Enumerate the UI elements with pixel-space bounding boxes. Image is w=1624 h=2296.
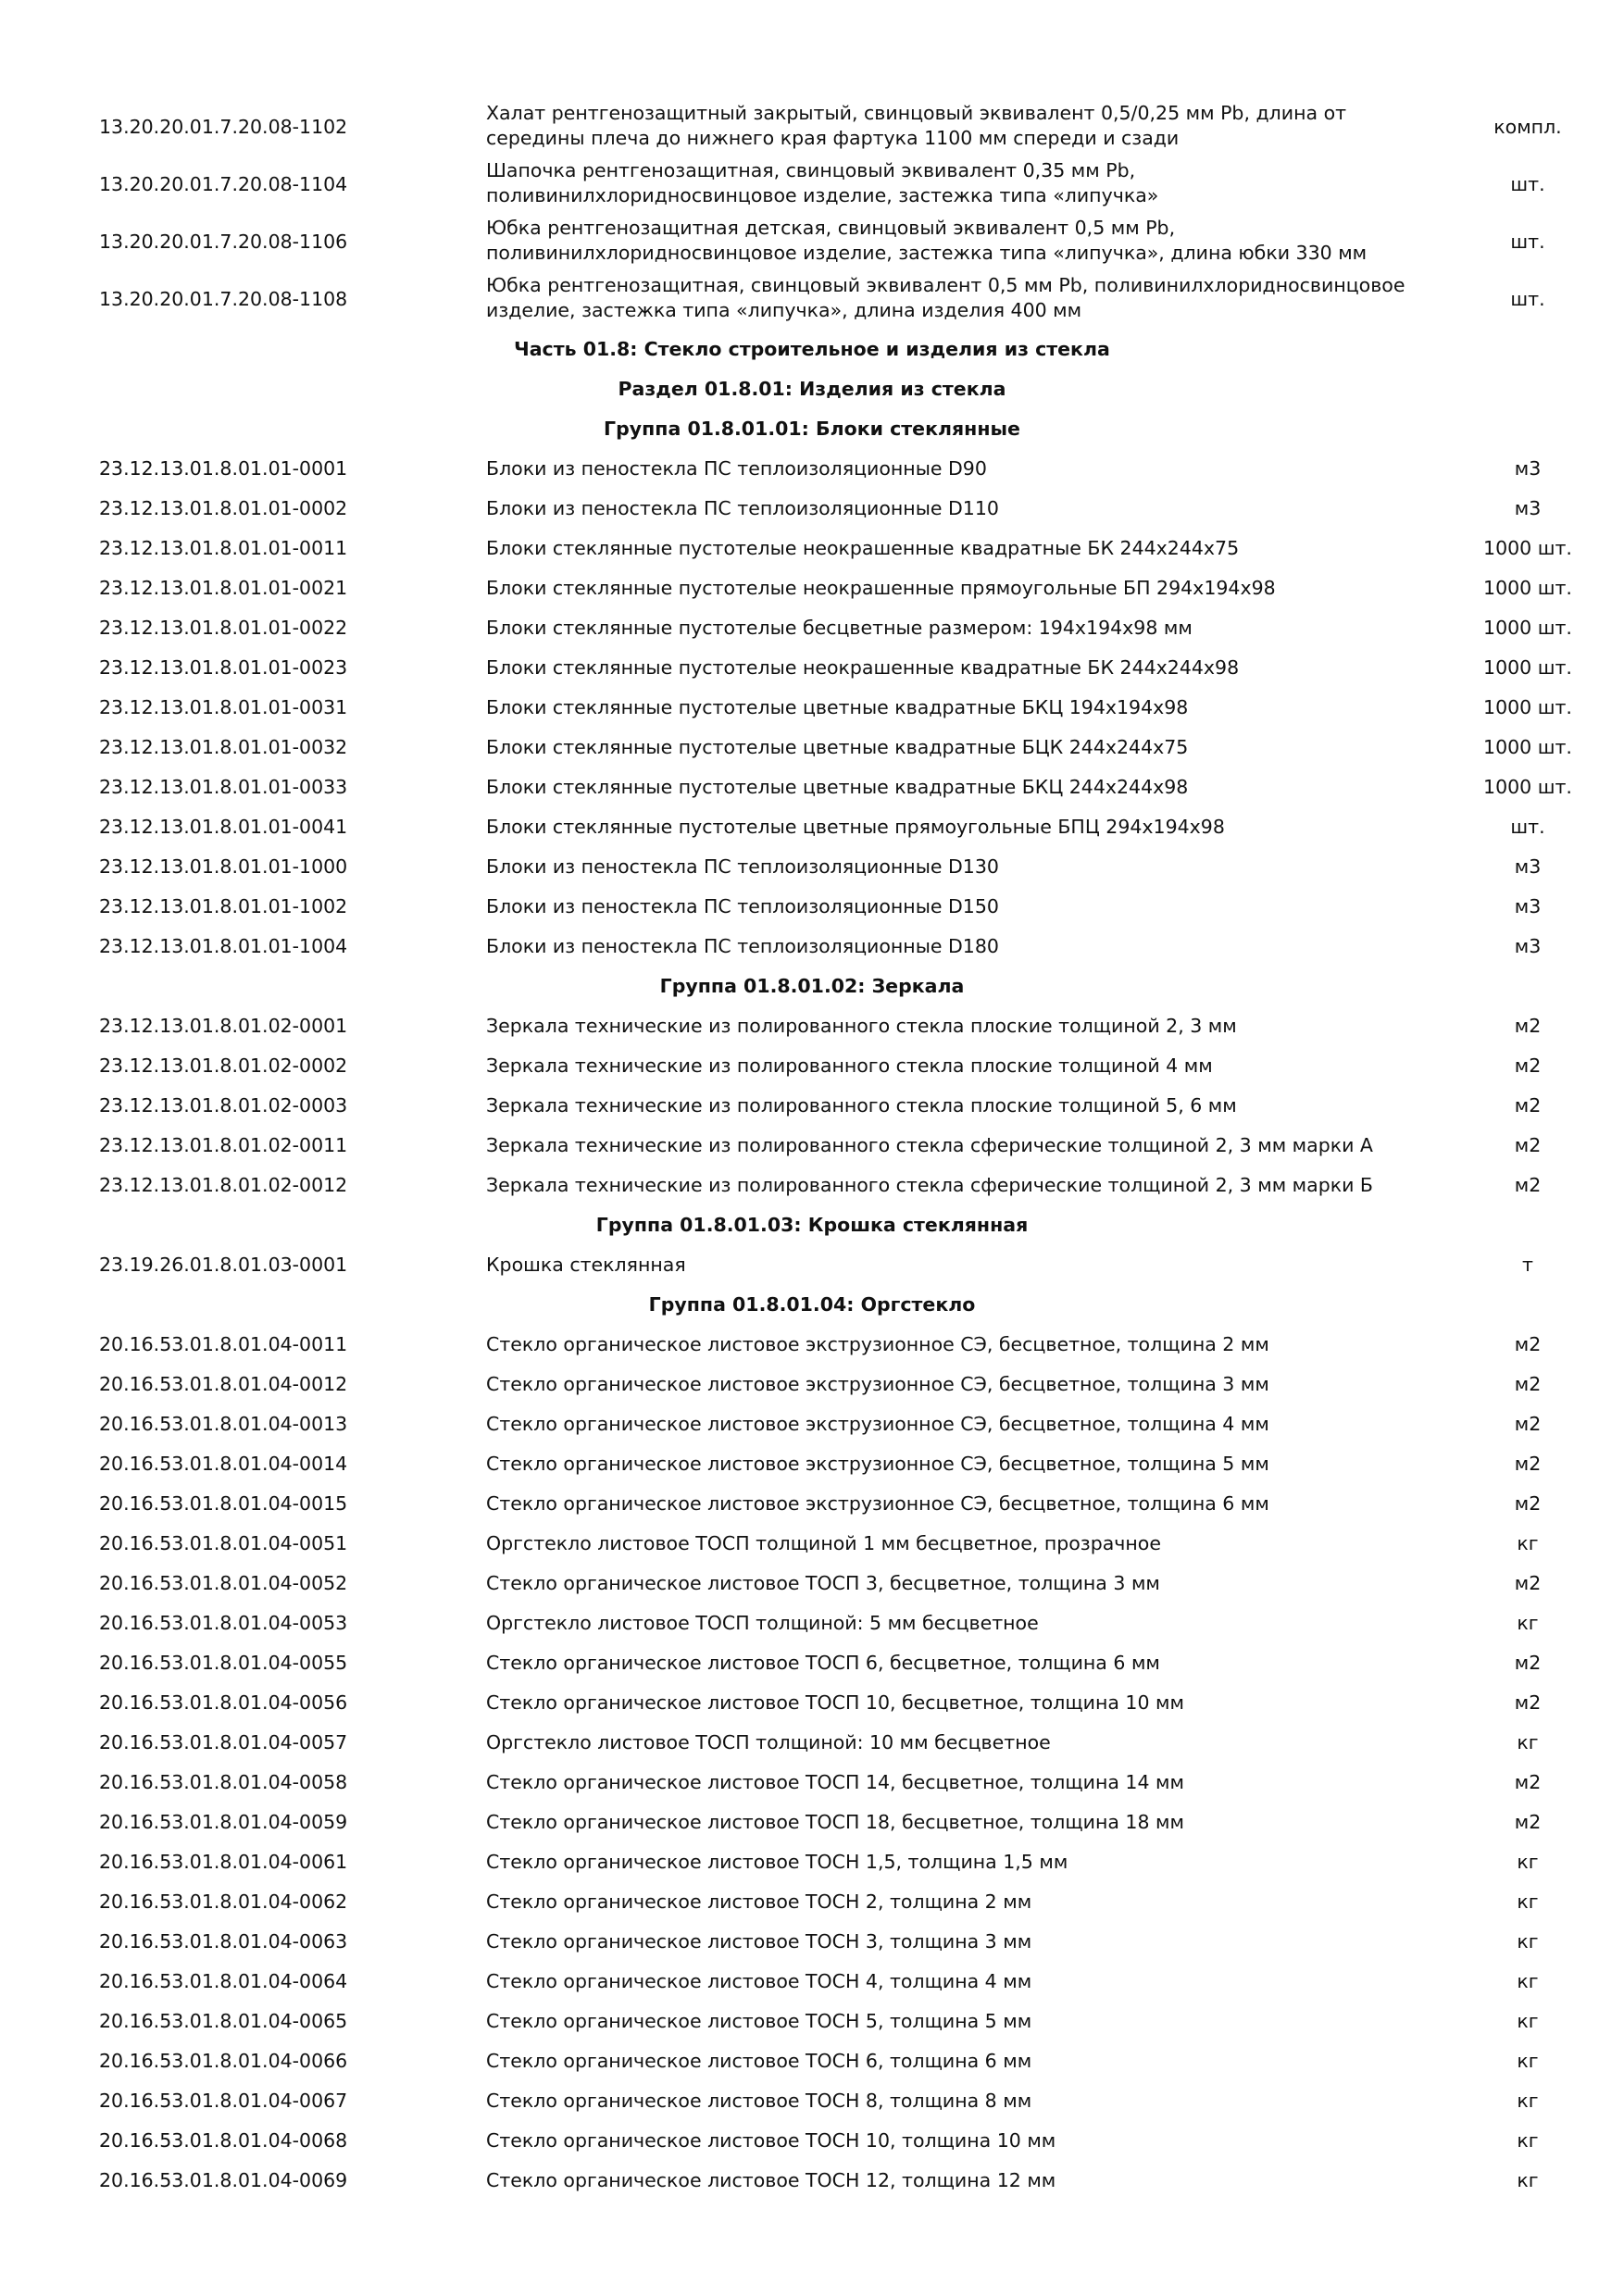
item-name: Зеркала технические из полированного стекла плоские толщиной 2, 3 мм [486, 1015, 1237, 1037]
item-code: 20.16.53.01.8.01.04-0055 [99, 1652, 348, 1674]
item-name: Стекло органическое листовое ТОСН 1,5, толщина 1,5 мм [486, 1851, 1068, 1873]
item-name: Блоки стеклянные пустотелые цветные квадратные БКЦ 244x244x98 [486, 776, 1189, 798]
item-name: Юбка рентгенозащитная, свинцовый эквивалент 0,5 мм Pb, поливинилхлоридносвинцовое изделие, застежка типа «липучка», длина изделия 400 мм [486, 274, 1405, 321]
item-code: 20.16.53.01.8.01.04-0014 [99, 1453, 348, 1475]
item-unit: м3 [1514, 935, 1542, 957]
item-name: Блоки из пеностекла ПС теплоизоляционные D130 [486, 855, 999, 878]
item-unit: кг [1517, 1970, 1539, 1992]
item-unit: кг [1517, 2169, 1539, 2191]
item-code: 20.16.53.01.8.01.04-0067 [99, 2090, 348, 2112]
item-unit: кг [1517, 2129, 1539, 2152]
item-code: 20.16.53.01.8.01.04-0061 [99, 1851, 348, 1873]
group-heading: Группа 01.8.01.04: Оргстекло [648, 1293, 976, 1316]
item-unit: м2 [1514, 1572, 1542, 1594]
item-name: Блоки стеклянные пустотелые цветные квадратные БЦК 244x244x75 [486, 736, 1189, 758]
item-unit: м3 [1514, 497, 1542, 519]
item-unit: 1000 шт. [1483, 577, 1572, 599]
section-heading: Раздел 01.8.01: Изделия из стекла [618, 378, 1006, 400]
item-code: 20.16.53.01.8.01.04-0058 [99, 1771, 348, 1793]
item-unit: м2 [1514, 1054, 1542, 1077]
item-code: 20.16.53.01.8.01.04-0059 [99, 1811, 348, 1833]
item-code: 23.12.13.01.8.01.02-0012 [99, 1174, 348, 1196]
item-name: Стекло органическое листовое экструзионное СЭ, бесцветное, толщина 5 мм [486, 1453, 1269, 1475]
item-code: 20.16.53.01.8.01.04-0062 [99, 1890, 348, 1913]
item-name: Оргстекло листовое ТОСП толщиной: 10 мм бесцветное [486, 1731, 1051, 1753]
part-heading: Часть 01.8: Стекло строительное и изделия из стекла [514, 338, 1110, 360]
item-unit: шт. [1510, 173, 1545, 195]
item-unit: кг [1517, 2090, 1539, 2112]
item-name: Блоки из пеностекла ПС теплоизоляционные D150 [486, 895, 999, 917]
item-unit: 1000 шт. [1483, 617, 1572, 639]
item-name: Стекло органическое листовое экструзионное СЭ, бесцветное, толщина 6 мм [486, 1492, 1269, 1515]
table-row [0, 156, 1624, 213]
item-code: 23.12.13.01.8.01.01-0023 [99, 656, 348, 679]
item-unit: кг [1517, 1532, 1539, 1554]
item-name: Блоки стеклянные пустотелые цветные прямоугольные БПЦ 294x194x98 [486, 816, 1225, 838]
item-code: 23.12.13.01.8.01.01-0033 [99, 776, 348, 798]
item-code: 23.12.13.01.8.01.01-1000 [99, 855, 348, 878]
item-name: Блоки стеклянные пустотелые бесцветные размером: 194x194x98 мм [486, 617, 1193, 639]
item-name: Блоки из пеностекла ПС теплоизоляционные D180 [486, 935, 999, 957]
item-unit: м2 [1514, 1174, 1542, 1196]
item-name: Зеркала технические из полированного стекла плоские толщиной 5, 6 мм [486, 1094, 1237, 1117]
item-name: Стекло органическое листовое ТОСН 6, толщина 6 мм [486, 2050, 1032, 2072]
item-name: Стекло органическое листовое экструзионное СЭ, бесцветное, толщина 3 мм [486, 1373, 1269, 1395]
item-code: 23.19.26.01.8.01.03-0001 [99, 1254, 348, 1276]
item-name: Шапочка рентгенозащитная, свинцовый эквивалент 0,35 мм Pb, поливинилхлоридносвинцовое изделие, застежка типа «липучка» [486, 159, 1159, 206]
item-code: 23.12.13.01.8.01.01-0001 [99, 457, 348, 480]
item-code: 20.16.53.01.8.01.04-0068 [99, 2129, 348, 2152]
item-unit: шт. [1510, 288, 1545, 310]
item-unit: 1000 шт. [1483, 776, 1572, 798]
item-code: 20.16.53.01.8.01.04-0053 [99, 1612, 348, 1634]
item-name: Зеркала технические из полированного стекла сферические толщиной 2, 3 мм марки А [486, 1134, 1373, 1156]
item-code: 13.20.20.01.7.20.08-1108 [99, 288, 348, 310]
item-name: Блоки стеклянные пустотелые неокрашенные прямоугольные БП 294x194x98 [486, 577, 1276, 599]
table-row [0, 270, 1624, 328]
item-name: Зеркала технические из полированного стекла плоские толщиной 4 мм [486, 1054, 1213, 1077]
item-name: Блоки стеклянные пустотелые неокрашенные квадратные БК 244x244x98 [486, 656, 1240, 679]
item-code: 20.16.53.01.8.01.04-0063 [99, 1930, 348, 1953]
item-code: 23.12.13.01.8.01.02-0003 [99, 1094, 348, 1117]
item-name: Блоки из пеностекла ПС теплоизоляционные D110 [486, 497, 999, 519]
item-code: 23.12.13.01.8.01.02-0011 [99, 1134, 348, 1156]
item-name: Стекло органическое листовое ТОСН 3, толщина 3 мм [486, 1930, 1032, 1953]
item-code: 20.16.53.01.8.01.04-0015 [99, 1492, 348, 1515]
item-name: Юбка рентгенозащитная детская, свинцовый эквивалент 0,5 мм Pb, поливинилхлоридносвинцовое изделие, застежка типа «липучка», длина юбки 330 мм [486, 217, 1368, 264]
item-unit: кг [1517, 1612, 1539, 1634]
item-code: 23.12.13.01.8.01.01-0031 [99, 696, 348, 718]
item-unit: м3 [1514, 457, 1542, 480]
item-code: 20.16.53.01.8.01.04-0051 [99, 1532, 348, 1554]
item-name: Оргстекло листовое ТОСП толщиной 1 мм бесцветное, прозрачное [486, 1532, 1161, 1554]
item-unit: м3 [1514, 855, 1542, 878]
item-name: Стекло органическое листовое ТОСП 14, бесцветное, толщина 14 мм [486, 1771, 1184, 1793]
item-unit: кг [1517, 2050, 1539, 2072]
item-unit: 1000 шт. [1483, 736, 1572, 758]
item-code: 23.12.13.01.8.01.01-0021 [99, 577, 348, 599]
item-unit: м2 [1514, 1771, 1542, 1793]
item-unit: 1000 шт. [1483, 656, 1572, 679]
item-name: Стекло органическое листовое ТОСП 18, бесцветное, толщина 18 мм [486, 1811, 1184, 1833]
item-code: 20.16.53.01.8.01.04-0065 [99, 2010, 348, 2032]
item-code: 20.16.53.01.8.01.04-0064 [99, 1970, 348, 1992]
item-name: Блоки стеклянные пустотелые неокрашенные квадратные БК 244x244x75 [486, 537, 1240, 559]
item-name: Блоки из пеностекла ПС теплоизоляционные D90 [486, 457, 987, 480]
item-code: 23.12.13.01.8.01.01-0022 [99, 617, 348, 639]
item-unit: м3 [1514, 895, 1542, 917]
item-name: Блоки стеклянные пустотелые цветные квадратные БКЦ 194x194x98 [486, 696, 1189, 718]
item-code: 23.12.13.01.8.01.01-0011 [99, 537, 348, 559]
item-unit: м2 [1514, 1652, 1542, 1674]
item-code: 13.20.20.01.7.20.08-1104 [99, 173, 348, 195]
item-code: 23.12.13.01.8.01.01-0041 [99, 816, 348, 838]
item-unit: кг [1517, 1851, 1539, 1873]
item-code: 20.16.53.01.8.01.04-0069 [99, 2169, 348, 2191]
item-name: Стекло органическое листовое экструзионное СЭ, бесцветное, толщина 4 мм [486, 1413, 1269, 1435]
item-unit: м2 [1514, 1492, 1542, 1515]
item-unit: т [1522, 1254, 1533, 1276]
item-unit: м2 [1514, 1373, 1542, 1395]
item-code: 13.20.20.01.7.20.08-1106 [99, 231, 348, 253]
item-unit: м2 [1514, 1015, 1542, 1037]
item-unit: шт. [1510, 231, 1545, 253]
item-code: 23.12.13.01.8.01.01-1002 [99, 895, 348, 917]
item-name: Стекло органическое листовое ТОСН 4, толщина 4 мм [486, 1970, 1032, 1992]
item-name: Стекло органическое листовое ТОСН 5, толщина 5 мм [486, 2010, 1032, 2032]
item-code: 20.16.53.01.8.01.04-0012 [99, 1373, 348, 1395]
item-unit: кг [1517, 1930, 1539, 1953]
item-unit: м2 [1514, 1333, 1542, 1355]
item-name: Стекло органическое листовое ТОСН 2, толщина 2 мм [486, 1890, 1032, 1913]
item-code: 20.16.53.01.8.01.04-0011 [99, 1333, 348, 1355]
item-code: 20.16.53.01.8.01.04-0056 [99, 1691, 348, 1714]
item-code: 23.12.13.01.8.01.02-0002 [99, 1054, 348, 1077]
group-heading: Группа 01.8.01.02: Зеркала [659, 975, 965, 997]
item-code: 13.20.20.01.7.20.08-1102 [99, 116, 348, 138]
item-name: Стекло органическое листовое ТОСН 10, толщина 10 мм [486, 2129, 1056, 2152]
item-code: 20.16.53.01.8.01.04-0013 [99, 1413, 348, 1435]
item-unit: 1000 шт. [1483, 696, 1572, 718]
item-unit: 1000 шт. [1483, 537, 1572, 559]
item-code: 23.12.13.01.8.01.02-0001 [99, 1015, 348, 1037]
item-code: 23.12.13.01.8.01.01-0002 [99, 497, 348, 519]
item-code: 20.16.53.01.8.01.04-0066 [99, 2050, 348, 2072]
item-unit: м2 [1514, 1134, 1542, 1156]
item-name: Крошка стеклянная [486, 1254, 686, 1276]
item-unit: кг [1517, 2010, 1539, 2032]
item-unit: м2 [1514, 1691, 1542, 1714]
item-name: Халат рентгенозащитный закрытый, свинцовый эквивалент 0,5/0,25 мм Pb, длина от середины плеча до нижнего края фартука 1100 мм спереди и сзади [486, 102, 1347, 149]
item-unit: кг [1517, 1890, 1539, 1913]
item-unit: м2 [1514, 1811, 1542, 1833]
group-heading: Группа 01.8.01.01: Блоки стеклянные [604, 418, 1020, 440]
item-name: Стекло органическое листовое ТОСН 8, толщина 8 мм [486, 2090, 1032, 2112]
item-name: Оргстекло листовое ТОСП толщиной: 5 мм бесцветное [486, 1612, 1039, 1634]
item-code: 20.16.53.01.8.01.04-0052 [99, 1572, 348, 1594]
item-code: 20.16.53.01.8.01.04-0057 [99, 1731, 348, 1753]
table-row [0, 98, 1624, 156]
item-unit: м2 [1514, 1453, 1542, 1475]
item-name: Стекло органическое листовое ТОСП 3, бесцветное, толщина 3 мм [486, 1572, 1160, 1594]
table-row [0, 213, 1624, 270]
item-code: 23.12.13.01.8.01.01-1004 [99, 935, 348, 957]
item-name: Зеркала технические из полированного стекла сферические толщиной 2, 3 мм марки Б [486, 1174, 1373, 1196]
item-unit: м2 [1514, 1413, 1542, 1435]
group-heading: Группа 01.8.01.03: Крошка стеклянная [595, 1214, 1029, 1236]
item-unit: компл. [1493, 116, 1562, 138]
item-name: Стекло органическое листовое экструзионное СЭ, бесцветное, толщина 2 мм [486, 1333, 1269, 1355]
item-unit: кг [1517, 1731, 1539, 1753]
item-name: Стекло органическое листовое ТОСП 10, бесцветное, толщина 10 мм [486, 1691, 1184, 1714]
item-unit: м2 [1514, 1094, 1542, 1117]
item-unit: шт. [1510, 816, 1545, 838]
item-name: Стекло органическое листовое ТОСП 6, бесцветное, толщина 6 мм [486, 1652, 1160, 1674]
item-name: Стекло органическое листовое ТОСН 12, толщина 12 мм [486, 2169, 1056, 2191]
item-code: 23.12.13.01.8.01.01-0032 [99, 736, 348, 758]
